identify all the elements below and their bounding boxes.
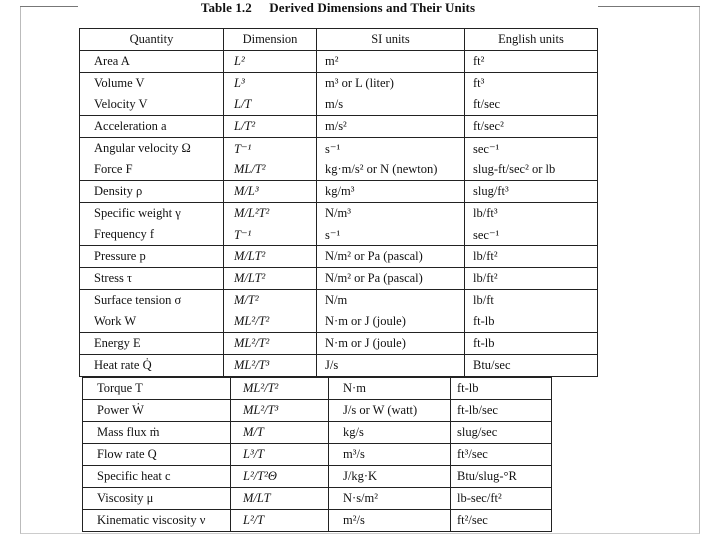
table-row bbox=[83, 510, 552, 532]
cell-quantity: Heat rate Q̇ bbox=[80, 355, 224, 377]
cell-dimension: M/LT² bbox=[224, 268, 317, 290]
cell-si: kg·m/s² or N (newton) bbox=[317, 159, 465, 181]
table-caption bbox=[78, 0, 598, 16]
cell-dimension: ML²/T² bbox=[231, 378, 329, 400]
cell-si: N·m or J (joule) bbox=[317, 311, 465, 333]
table-row bbox=[80, 181, 598, 203]
cell-quantity: Velocity V bbox=[80, 94, 224, 116]
table-row bbox=[80, 94, 598, 116]
cell-dimension: L/T bbox=[224, 94, 317, 116]
cell-english: ft-lb/sec bbox=[451, 400, 552, 422]
top-rule-left bbox=[20, 6, 78, 7]
cell-si: N·m bbox=[329, 378, 451, 400]
table-row bbox=[80, 290, 598, 312]
table-row bbox=[83, 466, 552, 488]
cell-si: N·m or J (joule) bbox=[317, 333, 465, 355]
cell-english: ft-lb bbox=[465, 311, 598, 333]
cell-si: kg/m³ bbox=[317, 181, 465, 203]
cell-si: m²/s bbox=[329, 510, 451, 532]
table-row bbox=[80, 333, 598, 355]
header-si-units: SI units bbox=[317, 29, 465, 51]
cell-quantity: Pressure p bbox=[80, 246, 224, 268]
cell-si: N/m³ bbox=[317, 203, 465, 225]
table-row bbox=[80, 138, 598, 160]
cell-quantity: Acceleration a bbox=[80, 116, 224, 138]
cell-quantity: Frequency f bbox=[80, 224, 224, 246]
table-row bbox=[80, 355, 598, 377]
cell-si: N/m bbox=[317, 290, 465, 312]
cell-dimension: ML²/T³ bbox=[231, 400, 329, 422]
cell-english: ft³/sec bbox=[451, 444, 552, 466]
cell-english: lb/ft bbox=[465, 290, 598, 312]
cell-si: N/m² or Pa (pascal) bbox=[317, 246, 465, 268]
table-row bbox=[80, 73, 598, 95]
cell-dimension: L³ bbox=[224, 73, 317, 95]
cell-si: kg/s bbox=[329, 422, 451, 444]
table-row bbox=[83, 488, 552, 510]
caption-title: Derived Dimensions and Their Units bbox=[269, 0, 476, 15]
cell-si: J/kg·K bbox=[329, 466, 451, 488]
cell-dimension: L/T² bbox=[224, 116, 317, 138]
header-english-units: English units bbox=[465, 29, 598, 51]
cell-si: m³/s bbox=[329, 444, 451, 466]
cell-si: J/s or W (watt) bbox=[329, 400, 451, 422]
cell-quantity: Density ρ bbox=[80, 181, 224, 203]
table-row bbox=[80, 159, 598, 181]
cell-dimension: L²/T bbox=[231, 510, 329, 532]
cell-english: ft³ bbox=[465, 73, 598, 95]
cell-quantity: Torque T bbox=[83, 378, 231, 400]
cell-quantity: Angular velocity Ω bbox=[80, 138, 224, 160]
cell-si: m² bbox=[317, 51, 465, 73]
cell-english: slug/ft³ bbox=[465, 181, 598, 203]
derived-dimensions-table bbox=[79, 28, 598, 377]
cell-dimension: M/LT² bbox=[224, 246, 317, 268]
cell-english: ft/sec² bbox=[465, 116, 598, 138]
table-row bbox=[80, 203, 598, 225]
table-row bbox=[83, 422, 552, 444]
cell-english: ft/sec bbox=[465, 94, 598, 116]
cell-english: lb/ft² bbox=[465, 268, 598, 290]
cell-english: lb/ft² bbox=[465, 246, 598, 268]
cell-dimension: M/L³ bbox=[224, 181, 317, 203]
table-row bbox=[83, 378, 552, 400]
cell-english: ft-lb bbox=[465, 333, 598, 355]
table-row bbox=[83, 400, 552, 422]
cell-quantity: Kinematic viscosity ν bbox=[83, 510, 231, 532]
cell-english: Btu/sec bbox=[465, 355, 598, 377]
cell-si: N·s/m² bbox=[329, 488, 451, 510]
cell-quantity: Flow rate Q bbox=[83, 444, 231, 466]
cell-dimension: M/LT bbox=[231, 488, 329, 510]
cell-si: N/m² or Pa (pascal) bbox=[317, 268, 465, 290]
cell-si: s⁻¹ bbox=[317, 224, 465, 246]
cell-english: ft-lb bbox=[451, 378, 552, 400]
cell-si: m³ or L (liter) bbox=[317, 73, 465, 95]
cell-quantity: Area A bbox=[80, 51, 224, 73]
cell-dimension: L²/T²Θ bbox=[231, 466, 329, 488]
cell-dimension: ML²/T³ bbox=[224, 355, 317, 377]
cell-quantity: Specific heat c bbox=[83, 466, 231, 488]
cell-dimension: M/T bbox=[231, 422, 329, 444]
cell-dimension: L³/T bbox=[231, 444, 329, 466]
cell-quantity: Surface tension σ bbox=[80, 290, 224, 312]
table-row bbox=[80, 311, 598, 333]
cell-dimension: ML²/T² bbox=[224, 311, 317, 333]
cell-english: sec⁻¹ bbox=[465, 224, 598, 246]
cell-english: slug/sec bbox=[451, 422, 552, 444]
table-row bbox=[80, 116, 598, 138]
cell-quantity: Mass flux ṁ bbox=[83, 422, 231, 444]
table-row bbox=[80, 224, 598, 246]
cell-dimension: T⁻¹ bbox=[224, 224, 317, 246]
cell-quantity: Power Ẇ bbox=[83, 400, 231, 422]
cell-quantity: Force F bbox=[80, 159, 224, 181]
caption-number: Table 1.2 bbox=[200, 0, 252, 15]
table-row bbox=[80, 268, 598, 290]
cell-english: lb/ft³ bbox=[465, 203, 598, 225]
header-quantity: Quantity bbox=[80, 29, 224, 51]
header-row bbox=[80, 29, 598, 51]
table-row bbox=[80, 51, 598, 73]
cell-dimension: M/T² bbox=[224, 290, 317, 312]
header-dimension: Dimension bbox=[224, 29, 317, 51]
cell-quantity: Stress τ bbox=[80, 268, 224, 290]
cell-english: Btu/slug-°R bbox=[451, 466, 552, 488]
cell-si: m/s² bbox=[317, 116, 465, 138]
cell-english: slug-ft/sec² or lb bbox=[465, 159, 598, 181]
table-row bbox=[80, 246, 598, 268]
cell-english: lb-sec/ft² bbox=[451, 488, 552, 510]
cell-dimension: M/L²T² bbox=[224, 203, 317, 225]
cell-si: s⁻¹ bbox=[317, 138, 465, 160]
cell-si: m/s bbox=[317, 94, 465, 116]
cell-english: ft²/sec bbox=[451, 510, 552, 532]
derived-dimensions-table-continued bbox=[82, 377, 552, 532]
cell-dimension: L² bbox=[224, 51, 317, 73]
cell-quantity: Work W bbox=[80, 311, 224, 333]
cell-quantity: Volume V bbox=[80, 73, 224, 95]
cell-quantity: Viscosity μ bbox=[83, 488, 231, 510]
cell-dimension: ML/T² bbox=[224, 159, 317, 181]
top-rule-right bbox=[598, 6, 700, 7]
cell-dimension: T⁻¹ bbox=[224, 138, 317, 160]
cell-english: sec⁻¹ bbox=[465, 138, 598, 160]
cell-si: J/s bbox=[317, 355, 465, 377]
table-row bbox=[83, 444, 552, 466]
cell-dimension: ML²/T² bbox=[224, 333, 317, 355]
cell-english: ft² bbox=[465, 51, 598, 73]
cell-quantity: Energy E bbox=[80, 333, 224, 355]
cell-quantity: Specific weight γ bbox=[80, 203, 224, 225]
